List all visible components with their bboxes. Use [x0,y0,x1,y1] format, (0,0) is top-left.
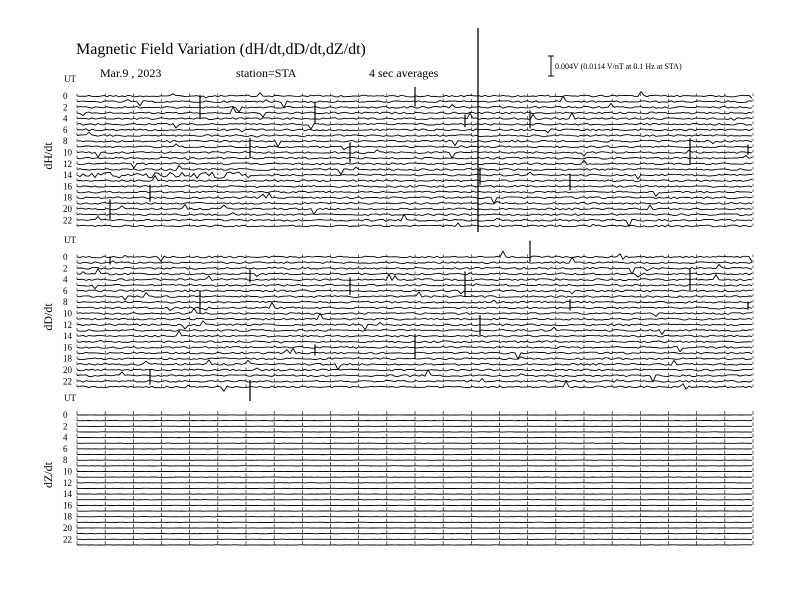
panel-ylabel: dZ/dt [41,462,55,488]
trace-line [77,284,752,289]
trace-line [77,309,752,317]
panel-dddt [41,235,753,391]
hour-tick-label: 20 [63,204,72,214]
trace-line [77,213,752,216]
hour-tick-label: 2 [63,102,68,113]
trace-line [77,166,752,175]
ut-label: UT [64,74,76,84]
hour-tick-label: 8 [63,297,68,308]
hour-tick-label: 20 [63,365,72,375]
hour-tick-label: 20 [63,523,72,533]
trace-line [77,172,752,179]
trace-line [77,257,752,263]
trace-line [77,205,752,215]
station-label: station=STA [236,66,297,80]
hour-tick-label: 6 [63,443,68,454]
hour-tick-label: 10 [63,147,72,158]
trace-line [77,214,752,226]
hour-tick-label: 12 [63,477,72,488]
hour-tick-label: 18 [63,511,72,522]
trace-line [77,321,752,330]
trace-line [77,269,752,277]
ut-label: UT [64,393,76,403]
hour-tick-label: 12 [63,319,72,330]
hour-tick-label: 18 [63,353,72,364]
hour-tick-label: 12 [63,158,72,169]
chart-title: Magnetic Field Variation (dH/dt,dD/dt,dZ/dt) [76,41,366,58]
hour-tick-label: 14 [63,331,72,342]
hour-tick-label: 14 [63,489,72,500]
hour-tick-label: 22 [63,215,72,226]
trace-line [77,379,752,383]
trace-line [77,360,752,370]
trace-line [77,370,752,382]
panel-dhdt [41,74,753,227]
averaging-label: 4 sec averages [369,66,439,80]
hour-tick-label: 6 [63,124,68,135]
hour-tick-label: 14 [63,170,72,181]
hour-tick-label: 2 [63,263,68,274]
trace-line [77,313,752,320]
trace-line [77,381,752,391]
trace-line [77,290,752,294]
trace-line [77,156,752,161]
panel-dzdt [41,393,753,545]
hour-tick-label: 16 [63,500,72,511]
trace-line [77,123,752,129]
hour-tick-label: 6 [63,285,68,296]
hour-tick-label: 16 [63,181,72,192]
hour-tick-label: 4 [63,113,68,124]
panel-ylabel: dD/dt [41,303,55,331]
hour-tick-label: 0 [63,252,68,262]
date-label: Mar.9 , 2023 [100,66,162,80]
trace-line [77,303,752,311]
trace-line [77,223,752,227]
trace-line [77,132,752,137]
hour-tick-label: 10 [63,466,72,477]
hour-tick-label: 2 [63,421,68,432]
trace-line [77,300,752,303]
trace-line [77,191,752,196]
hour-tick-label: 4 [63,274,68,285]
trace-line [77,201,752,204]
trace-line [77,292,752,300]
trace-line [77,186,752,188]
hour-tick-label: 18 [63,192,72,203]
hour-tick-label: 8 [63,136,68,147]
hour-tick-label: 0 [63,410,68,420]
hour-tick-label: 8 [63,455,68,466]
hour-tick-label: 22 [63,376,72,387]
trace-line [77,144,752,150]
ut-label: UT [64,235,76,245]
hour-tick-label: 10 [63,308,72,319]
trace-line [77,368,752,371]
hour-tick-label: 22 [63,534,72,545]
scale-bar-label: 0.004V (0.0114 V/nT at 0.1 Hz at STA) [555,62,682,71]
hour-tick-label: 4 [63,432,68,443]
trace-line [77,129,752,133]
trace-line [77,264,752,274]
trace-line [77,113,752,121]
trace-line [77,327,752,334]
panel-ylabel: dH/dt [41,142,55,170]
hour-tick-label: 16 [63,342,72,353]
trace-line [77,150,752,158]
trace-line [77,251,752,262]
scale-bar [548,56,682,76]
hour-tick-label: 0 [63,91,68,101]
trace-line [77,193,752,203]
